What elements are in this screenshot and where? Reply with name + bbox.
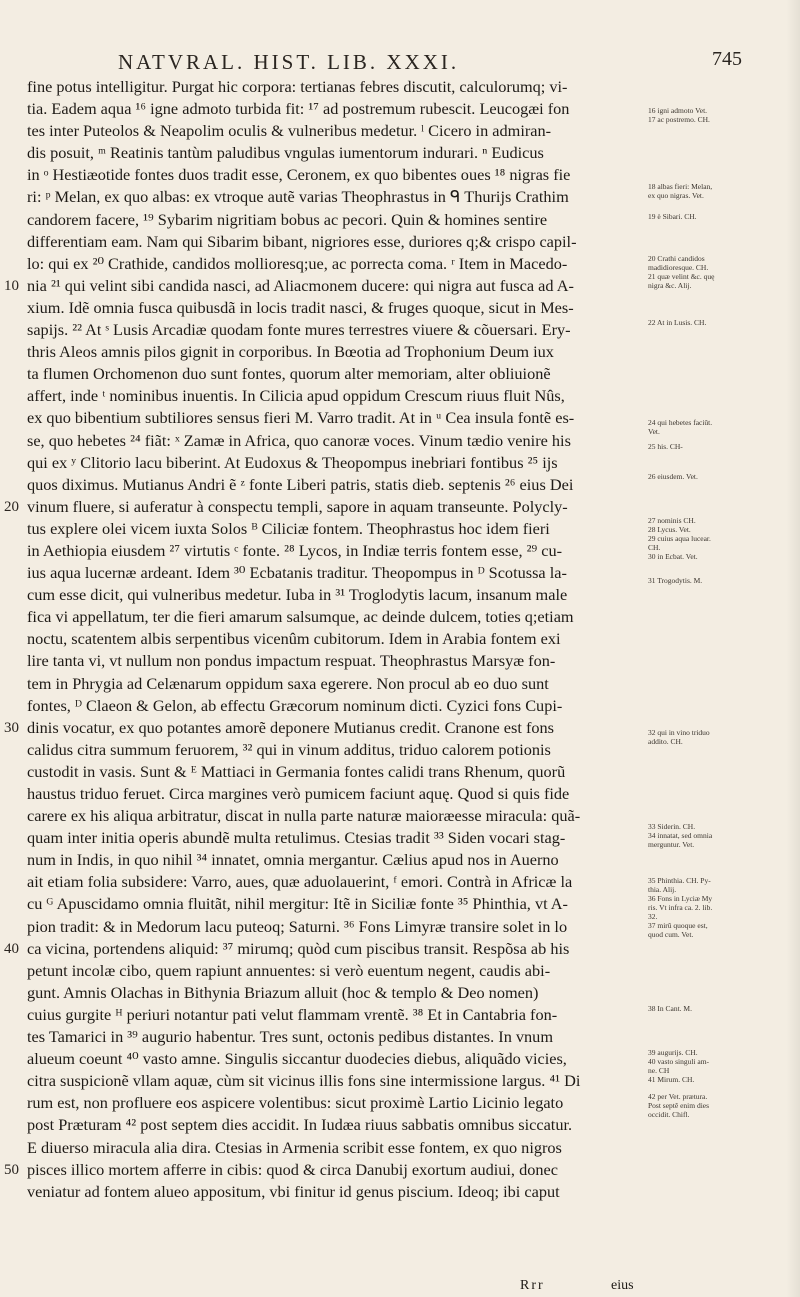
text-line: in Aethiopia eiusdem ²⁷ virtutis ᶜ fonte. ²⁸ Lycos, in Indiæ terris fontem esse, ²⁹ cu- [27,540,563,560]
text-line: gunt. Amnis Olachas in Bithynia Briazum alluit (hoc & templo & Deo nomen) [27,982,539,1002]
margin-note: 24 qui hebetes faciũt. Vet. [648,418,713,436]
text-line: vinum fluere, si auferatur à conspectu templi, sapore in aquam transeunte. Polycly- [27,496,568,516]
text-line: fica vi appellatum, ter die fieri amarum salsumque, ac deinde dulcem, toties q;etiam [27,607,574,627]
text-line: qui ex ʸ Clitorio lacu biberint. At Eudoxus & Theopompus inebriari fontibus ²⁵ ijs [27,452,558,472]
text-line: thris Aleos amnis pilos gignit in corporibus. In Bœotia ad Trophonium Deum iux [27,342,554,362]
text-line: haustus triduo feruet. Circa margines verò pumicem faciunt aquę. Quod si quis fide [27,784,570,803]
text-line: differentiam eam. Nam qui Sibarim bibant, nigriores esse, duriores q;& crispo capil- [27,231,577,251]
text-line: cu ᴳ Apuscidamo omnia fluitãt, nihil mergitur: Itẽ in Siciliæ fonte ³⁵ Phinthia, vt A- [27,894,568,914]
text-line: lo: qui ex ²⁰ Crathide, candidos mollioresq;ue, ac porrecta coma. ʳ Item in Macedo- [27,253,568,273]
line-number: 40 [4,940,19,957]
text-line: cuius gurgite ᴴ periuri notantur pati velut flammam vrentẽ. ³⁸ Et in Cantabria fon- [27,1004,558,1024]
line-number: 10 [4,277,19,294]
margin-note: 26 eiusdem. Vet. [648,472,698,481]
margin-note: 38 In Cant. M. [648,1004,692,1013]
text-line: post Præturam ⁴² post septem dies accidit. In Iudæa riuus sabbatis omnibus siccatur. [27,1115,573,1135]
text-line: xium. Idẽ omnia fusca quibusdã in locis tradit nasci, & fruges quoque, sicut in Mes- [27,297,574,317]
text-line: petunt incolæ cibo, quem rapiunt annuentes: si verò euentum negent, caudis abi- [27,960,551,980]
text-line: fontes, ᴰ Claeon & Gelon, ab effectu Græcorum nominum dicti. Cyzici fons Cupi- [27,695,563,715]
text-line: ri: ᵖ Melan, ex quo albas: ex vtroque autẽ varias Theophrastus in ᑫ Thurijs Crathim [27,187,569,207]
margin-note: 20 Crathi candidos madidioresque. CH. 21 quæ velint &c. quę nigra &c. Alij. [648,254,715,290]
text-line: dis posuit, ᵐ Reatinis tantùm paludibus vngulas iumentorum indurari. ⁿ Eudicus [27,143,544,163]
text-line: E diuerso miracula alia dira. Ctesias in Armenia scribit esse fontem, ex quo nigros [27,1137,562,1157]
running-head: NATVRAL. HIST. LIB. XXXI. [118,50,460,74]
margin-note: 42 per Vet. prætura. Post septẽ enim dies occidit. Chifl. [648,1092,710,1119]
margin-note: 39 augurijs. CH. 40 vasto singuli am- ne. CH 41 Mirum. CH. [648,1048,710,1084]
line-number: 20 [4,498,19,515]
text-line: candorem facere, ¹⁹ Sybarim nigritiam bobus ac pecori. Quin & homines sentire [27,209,548,229]
margin-note: 27 nominis CH. 28 Lycus. Vet. 29 cuius aqua lucear. CH. 30 in Ecbat. Vet. [648,516,711,561]
catchword: eius [611,1278,634,1293]
margin-note: 33 Siderin. CH. 34 innatat, sed omnia merguntur. Vet. [648,822,713,849]
margin-note: 35 Phinthia. CH. Py- thia. Alij. 36 Fons in Lyciæ My ris. Vt infra ca. 2. lib. 32. 37 mirũ quoque est, quod cum. Vet. [648,876,713,939]
text-line: nia ²¹ qui velint sibi candida nasci, ad Aliacmonem ducere: qui nigra aut fusca ad A- [27,275,574,295]
text-line: noctu, scatentem albis serpentibus vicenûm cubitorum. Idem in Arabia fontem exi [27,629,561,649]
text-line: fine potus intelligitur. Purgat hic corpora: tertianas febres discutit, calculorumq; vi- [27,77,568,96]
text-line: citra suspicionẽ vllam aquæ, cùm sit vicinus illis fons sine intermissione largus. ⁴¹ Di [27,1071,581,1091]
text-line: ca vicina, portendens aliquid: ³⁷ mirumq; quòd cum piscibus transit. Respõsa ab his [27,938,570,958]
text-line: ait etiam folia subsidere: Varro, aues, quæ aduolauerint, ᶠ emori. Contrà in Africæ la [27,872,573,892]
text-line: calidus citra summum feruorem, ³² qui in vinum additus, triduo calorem potionis [27,739,551,759]
text-line: in ᵒ Hestiæotide fontes duos tradit esse, Ceronem, ex quo bibentes oues ¹⁸ nigras fie [27,165,571,185]
text-line: pisces illico mortem afferre in cibis: quod & circa Danubij exortum audiui, donec [27,1159,558,1179]
text-line: affert, inde ᵗ nominibus inuentis. In Cilicia apud oppidum Crescum riuus fluit Nûs, [27,386,565,406]
text-line: num in Indis, in quo nihil ³⁴ innatet, omnia mergantur. Cælius apud nos in Auerno [27,850,559,870]
margin-note: 18 albas fieri: Melan, ex quo nigras. Vet. [648,182,713,200]
text-line: tes inter Puteolos & Neapolim oculis & vulneribus medetur. ˡ Cicero in admiran- [27,121,552,141]
text-line: se, quo hebetes ²⁴ fiãt: ˣ Zamæ in Africa, quo canoræ voces. Vinum tædio venire his [27,430,571,450]
margin-note: 31 Trogodytis. M. [648,576,703,585]
line-number: 30 [4,719,19,736]
text-line: tus explere olei vicem iuxta Solos ᴮ Ciliciæ fontem. Theophrastus hoc idem fieri [27,518,550,538]
signature-mark: Rrr [520,1278,545,1293]
text-line: alueum coeunt ⁴⁰ vasto amne. Singulis siccantur duodecies diebus, aliquãdo vicies, [27,1049,567,1069]
text-line: ta flumen Orchomenon duo sunt fontes, quorum alter memoriam, alter obliuionẽ [27,364,551,384]
text-line: tia. Eadem aqua ¹⁶ igne admoto turbida fit: ¹⁷ ad postremum rubescit. Leucogæi fon [27,99,570,119]
margin-note: 32 qui in vino triduo addito. CH. [648,728,710,746]
text-line: quos diximus. Mutianus Andri ẽ ᶻ fonte Liberi patris, statis dieb. septenis ²⁶ eius Dei [27,474,574,494]
text-line: cum esse dicit, qui vulneribus medetur. Iuba in ³¹ Troglodytis lacum, insanum male [27,585,568,605]
text-line: carere ex his aliqua arbitratur, discat in nulla parte naturæ maioræesse miracula: quã- [27,806,581,826]
text-line: quam inter initia operis abundẽ multa retulimus. Ctesias tradit ³³ Siden vocari stag- [27,828,566,848]
text-line: dinis vocatur, ex quo potantes amorẽ deponere Mutianus credit. Cranone est fons [27,717,554,737]
text-line: ius aqua lucernæ ardeant. Idem ³⁰ Ecbatanis traditur. Theopompus in ᴰ Scotussa la- [27,563,567,583]
text-line: veniatur ad fontem alueo appositum, vbi finitur id genus piscium. Ideoq; ibi caput [27,1181,560,1201]
text-line: tes Tamarici in ³⁹ augurio habentur. Tres sunt, octonis pedibus distantes. In vnum [27,1027,553,1047]
margin-note: 22 At in Lusis. CH. [648,318,707,327]
text-line: tem in Phrygia ad Celænarum oppidum saxa egerere. Non procul ab eo duo sunt [27,673,549,693]
margin-note: 19 è Sibari. CH. [648,212,697,221]
text-line: lire tanta vi, vt nullum non pondus impactum respuat. Theophrastus Marsyæ fon- [27,651,556,671]
page-edge-shadow [786,0,800,1297]
text-line: custodit in vasis. Sunt & ᴱ Mattiaci in Germania fontes calidi trans Rhenum, quorũ [27,761,566,781]
page-number: 745 [712,48,742,70]
text-line: pion tradit: & in Medorum lacu puteoq; Saturni. ³⁶ Fons Limyræ transire solet in lo [27,916,568,936]
text-line: ex quo bibentium subtiliores sensus fieri M. Varro tradit. At in ᵘ Cea insula fontẽ es- [27,408,575,428]
margin-note: 16 igni admoto Vet. 17 ac postremo. CH. [648,106,710,124]
margin-note: 25 his. CH- [648,442,683,451]
body-text [27,76,632,1203]
text-line: rum est, non profluere eos aspicere volentibus: sicut proximè Lartio Licinio legato [27,1093,564,1113]
text-line: sapijs. ²² At ˢ Lusis Arcadiæ quodam fonte mures terrestres viuere & cõuersari. Ery- [27,320,571,340]
line-number: 50 [4,1161,19,1178]
